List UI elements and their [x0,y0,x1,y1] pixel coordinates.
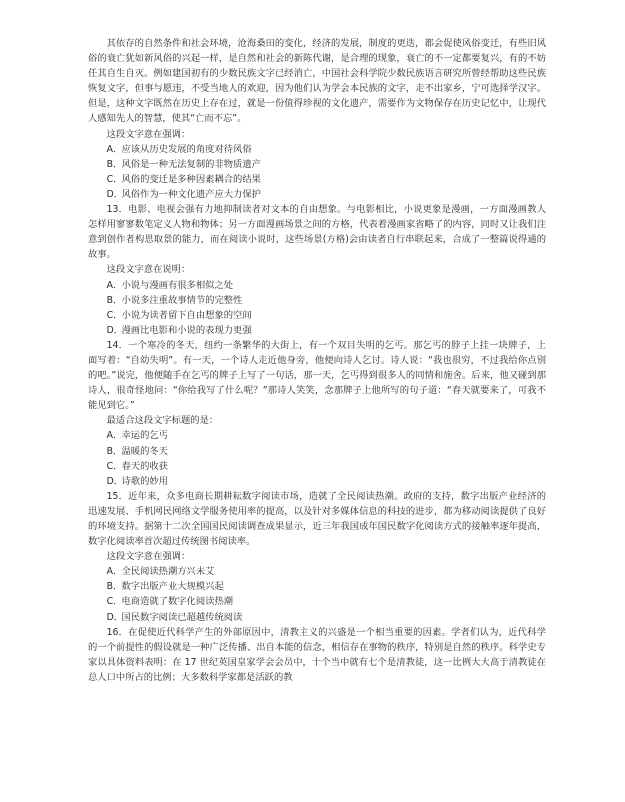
option-list [88,564,546,624]
question-prompt: 这段文字意在说明： [106,264,191,276]
option-text: 春天的收获 [121,460,168,472]
question-prompt: 最适合这段文字标题的是： [106,415,219,427]
question-13 [88,202,546,338]
option-text: 风俗是一种无法复制的非物质遗产 [121,158,261,170]
question-16 [88,625,546,685]
option-b [88,157,546,172]
question-prompt: 这段文字意在强调： [106,551,191,563]
question-12 [88,36,546,202]
option-text: 数字出版产业大规模兴起 [121,581,224,593]
option-text: 小说与漫画有很多相似之处 [121,279,234,291]
question-passage: 15．近年来，众多电商长期耕耘数字阅读市场，造就了全民阅读热潮。政府的支持，数字出版产业经济的迅速发展、手机网民网络文学服务使用率的提高，以及针对多媒体信息的科技的进步，都为移动阅读提供了良好的环境支持。据第十二次全国国民阅读调查成果显示，近三年我国成年国民数字化阅读方式的接触率逐年提高，数字化阅读率首次超过传统图书阅读率。 [88,490,546,548]
option-list [88,278,546,338]
option-letter: C． [106,596,123,608]
option-b [88,579,546,594]
option-letter: B． [106,445,123,457]
option-a [88,564,546,579]
option-c [88,308,546,323]
option-d [88,323,546,338]
option-letter: B． [106,581,123,593]
option-a [88,428,546,443]
option-text: 小说为读者留下自由想象的空间 [121,309,252,321]
option-text: 电商造就了数字化阅读热潮 [121,596,234,608]
option-letter: D． [106,475,124,487]
option-letter: D． [106,611,124,623]
question-15 [88,489,546,625]
option-text: 幸运的乞丐 [121,430,168,442]
question-passage: 13．电影、电视会强有力地抑制读者对文本的自由想象。与电影相比，小说更象是漫画，一方面漫画教人怎样用寥寥数笔定义人物和物体；另一方面漫画场景之间的方格，代表着漫画家省略了的内容，同时又让我们注意到创作者构思取景的能力，而在阅读小说时，这些场景(方格)会由读者自行串联起来，合成了一整篇说得通的故事。 [88,204,546,261]
option-a [88,278,546,293]
option-letter: A． [106,279,123,291]
option-c [88,594,546,609]
option-d [88,610,546,625]
option-text: 风俗作为一种文化遗产应大力保护 [121,188,261,200]
option-c [88,172,546,187]
option-text: 国民数字阅读已超越传统阅读 [121,611,243,623]
question-passage: 14．一个寒冷的冬天，纽约一条繁华的大街上，有一个双目失明的乞丐。那乞丐的脖子上挂一块牌子，上面写着：“自幼失明”。有一天，一个诗人走近他身旁，他便向诗人乞讨。诗人说：“我也很穷，不过我给你点别的吧。”说完，他便随手在乞丐的牌子上写了一句话，那一天，乞丐得到很多人的同情和施舍。后来，他又碰到那诗人，很奇怪地问：“你给我写了什么呢？”那诗人笑笑，念那牌子上他所写的句子道：“春天就要来了，可我不能见到它。” [88,339,546,412]
question-passage: 16．在促使近代科学产生的外部原因中，清教主义的兴盛是一个相当重要的因素。学者们认为，近代科学的一个前提性的假设就是一种广泛传播、出自本能的信念，相信存在事物的秩序，特别是自然的秩序。科学史专家以具体资料表明：在 17 世纪英国皇家学会会员中，十个当中就有七个是清教徒，这一比例大大高于清教徒在总人口中所占的比例；大多数科学家都是活跃的教 [88,626,546,683]
option-list [88,142,546,202]
option-letter: B． [106,294,123,306]
option-letter: A． [106,430,123,442]
option-text: 全民阅读热潮方兴未艾 [121,566,215,578]
option-b [88,293,546,308]
question-passage: 其依存的自然条件和社会环境，沧海桑田的变化，经济的发展，制度的更迭，都会促使风俗变迁，有些旧风俗的衰亡犹如新风俗的兴起一样，是自然和社会的新陈代谢，是合理的现象，衰亡的不一定都要复兴，有的不妨任其自生自灭。例如建国初有的少数民族文字已经消亡，中国社会科学院少数民族语言研究所曾经帮助这些民族恢复文字，但事与愿违，不受当地人的欢迎，因为他们认为学会本民族的文字，走不出家乡，宁可选择学汉字。但是，这种文字既然在历史上存在过，就是一份值得珍视的文化遗产，需要作为文物保存在历史记忆中，让现代人感知先人的智慧，使其“亡而不忘”。 [88,38,546,125]
option-text: 风俗的变迁是多种因素耦合的结果 [121,173,261,185]
exam-page [88,36,546,685]
option-text: 应该从历史发展的角度对待风俗 [121,143,252,155]
question-14 [88,338,546,489]
option-letter: C． [106,460,123,472]
option-d [88,474,546,489]
option-c [88,459,546,474]
option-text: 温暖的冬天 [121,445,168,457]
question-prompt: 这段文字意在强调： [106,128,191,140]
option-a [88,142,546,157]
option-text: 小说多注重故事情节的完整性 [121,294,243,306]
option-b [88,444,546,459]
option-letter: A． [106,566,123,578]
option-letter: D． [106,188,124,200]
option-letter: C． [106,173,123,185]
option-letter: B． [106,158,123,170]
option-text: 漫画比电影和小说的表现力更强 [121,324,252,336]
option-list [88,428,546,488]
option-text: 诗歌的妙用 [121,475,168,487]
option-d [88,187,546,202]
option-letter: A． [106,143,123,155]
option-letter: C． [106,309,123,321]
option-letter: D． [106,324,124,336]
